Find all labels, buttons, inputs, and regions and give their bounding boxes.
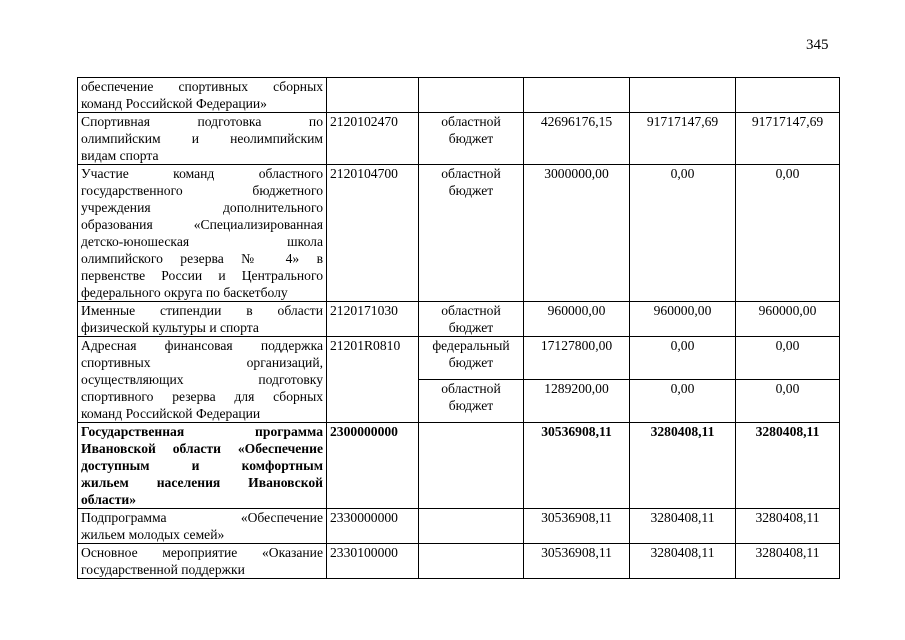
row-value-v3: 3280408,11	[736, 544, 840, 579]
source-line: бюджет	[448, 355, 494, 370]
row-value-v1: 42696176,15	[524, 113, 630, 165]
cell-line: Участие команд областного	[81, 166, 323, 181]
source-line: областной	[441, 303, 501, 318]
row-value-v1: 30536908,11	[524, 509, 630, 544]
cell-line: федерального округа по баскетболу	[81, 285, 288, 300]
cell-line: Именные стипендии в области	[81, 303, 323, 318]
row-value-v1: 17127800,00	[524, 337, 630, 380]
row-value-v1: 960000,00	[524, 302, 630, 337]
cell-line: государственной поддержки	[81, 562, 245, 577]
row-code-cell: 2120104700	[327, 165, 419, 302]
cell-line: жильем молодых семей»	[81, 527, 225, 542]
source-line: областной	[441, 381, 501, 396]
row-source-cell	[419, 302, 524, 337]
cell-line: доступным и комфортным	[81, 458, 323, 473]
row-code-cell: 2330100000	[327, 544, 419, 579]
row-value-v2: 0,00	[630, 380, 736, 423]
cell-line: Ивановской области «Обеспечение	[81, 441, 323, 456]
table-row	[78, 302, 840, 337]
source-line: федеральный	[432, 338, 510, 353]
row-source-cell	[419, 337, 524, 380]
cell-line: образования «Специализированная	[81, 217, 323, 232]
row-source-cell	[419, 380, 524, 423]
row-source-cell	[419, 423, 524, 509]
row-code-cell: 2300000000	[327, 423, 419, 509]
source-line: бюджет	[448, 131, 494, 146]
row-value-v3: 3280408,11	[736, 509, 840, 544]
cell-line: команд Российской Федерации	[81, 406, 261, 421]
cell-line: Основное мероприятие «Оказание	[81, 545, 323, 560]
table-row	[78, 165, 840, 302]
row-value-v2: 0,00	[630, 165, 736, 302]
cell-line: команд Российской Федерации»	[81, 96, 267, 111]
row-code-cell: 21201R0810	[327, 337, 419, 423]
row-value-v3: 0,00	[736, 165, 840, 302]
cell-line: детско-юношеская школа	[81, 234, 323, 249]
table-row	[78, 544, 840, 579]
row-value-v3: 3280408,11	[736, 423, 840, 509]
cell-line: видам спорта	[81, 148, 159, 163]
row-source-cell	[419, 509, 524, 544]
cell-line: физической культуры и спорта	[81, 320, 259, 335]
cell-line: государственного бюджетного	[81, 183, 323, 198]
row-value-v2: 3280408,11	[630, 423, 736, 509]
cell-line: олимпийского резерва № 4» в	[81, 251, 323, 266]
cell-line: спортивных организаций,	[81, 355, 323, 370]
row-name-cell	[78, 423, 327, 509]
row-name-cell	[78, 165, 327, 302]
row-value-v2: 960000,00	[630, 302, 736, 337]
row-code-cell: 2330000000	[327, 509, 419, 544]
row-value-v2: 3280408,11	[630, 509, 736, 544]
row-value-v3: 0,00	[736, 337, 840, 380]
source-line: областной	[441, 166, 501, 181]
row-value-v3: 91717147,69	[736, 113, 840, 165]
row-code-cell: 2120102470	[327, 113, 419, 165]
row-value-v1: 1289200,00	[524, 380, 630, 423]
cell-line: жильем населения Ивановской	[81, 475, 323, 490]
table-row	[78, 337, 840, 380]
cell-line: Адресная финансовая поддержка	[81, 338, 323, 353]
cell-line: олимпийским и неолимпийским	[81, 131, 323, 146]
row-value-v1	[524, 78, 630, 113]
row-value-v1: 30536908,11	[524, 544, 630, 579]
source-line: бюджет	[448, 398, 494, 413]
row-value-v3: 0,00	[736, 380, 840, 423]
cell-line: осуществляющих подготовку	[81, 372, 323, 387]
table-row	[78, 423, 840, 509]
row-value-v2: 91717147,69	[630, 113, 736, 165]
row-source-cell	[419, 544, 524, 579]
source-line: областной	[441, 114, 501, 129]
row-source-cell	[419, 113, 524, 165]
source-line: бюджет	[448, 320, 494, 335]
row-name-cell	[78, 544, 327, 579]
row-value-v2: 0,00	[630, 337, 736, 380]
page-number: 345	[806, 37, 829, 53]
cell-line: области»	[81, 492, 137, 507]
cell-line: Государственная программа	[81, 424, 323, 439]
budget-table	[77, 77, 840, 579]
row-source-cell	[419, 165, 524, 302]
table-row	[78, 78, 840, 113]
row-value-v2	[630, 78, 736, 113]
row-code-cell	[327, 78, 419, 113]
cell-line: обеспечение спортивных сборных	[81, 79, 323, 94]
source-line: бюджет	[448, 183, 494, 198]
row-value-v3	[736, 78, 840, 113]
row-value-v3: 960000,00	[736, 302, 840, 337]
row-value-v1: 30536908,11	[524, 423, 630, 509]
table-row	[78, 509, 840, 544]
row-name-cell	[78, 113, 327, 165]
cell-line: учреждения дополнительного	[81, 200, 323, 215]
cell-line: спортивного резерва для сборных	[81, 389, 323, 404]
row-name-cell	[78, 337, 327, 423]
row-name-cell	[78, 509, 327, 544]
row-name-cell	[78, 78, 327, 113]
row-code-cell: 2120171030	[327, 302, 419, 337]
row-source-cell	[419, 78, 524, 113]
cell-line: первенстве России и Центрального	[81, 268, 323, 283]
row-value-v1: 3000000,00	[524, 165, 630, 302]
row-name-cell	[78, 302, 327, 337]
cell-line: Спортивная подготовка по	[81, 114, 323, 129]
table-row	[78, 113, 840, 165]
cell-line: Подпрограмма «Обеспечение	[81, 510, 323, 525]
row-value-v2: 3280408,11	[630, 544, 736, 579]
